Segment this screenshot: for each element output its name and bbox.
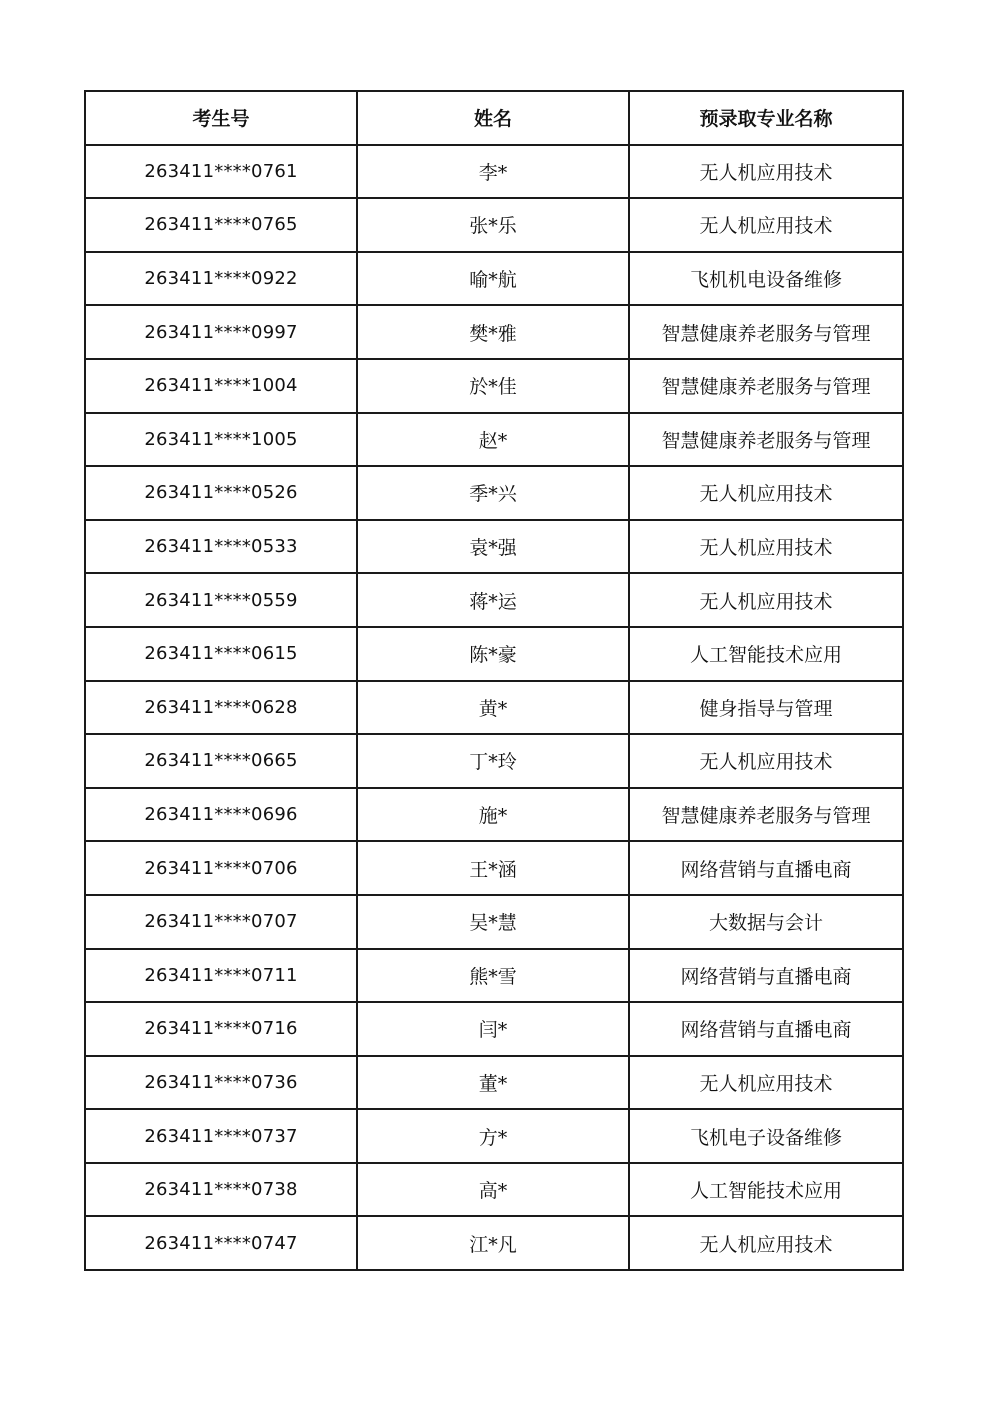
major-name-cell: 人工智能技术应用 [629, 627, 903, 681]
student-name-cell: 方* [357, 1109, 629, 1163]
student-name-cell: 王*涵 [357, 841, 629, 895]
table-row [85, 413, 903, 467]
major-name-cell: 无人机应用技术 [629, 1216, 903, 1270]
major-name-cell: 健身指导与管理 [629, 681, 903, 735]
student-name-cell: 董* [357, 1056, 629, 1110]
exam-number-cell: 263411****0707 [85, 895, 357, 949]
exam-number-cell: 263411****0533 [85, 520, 357, 574]
table-row [85, 520, 903, 574]
table-row [85, 1109, 903, 1163]
student-name-cell: 袁*强 [357, 520, 629, 574]
major-name-cell: 无人机应用技术 [629, 145, 903, 199]
exam-number-cell: 263411****0997 [85, 305, 357, 359]
exam-number-cell: 263411****0706 [85, 841, 357, 895]
major-name-cell: 无人机应用技术 [629, 466, 903, 520]
table-header [85, 91, 903, 145]
table-row [85, 145, 903, 199]
student-name-cell: 樊*雅 [357, 305, 629, 359]
student-name-cell: 熊*雪 [357, 949, 629, 1003]
table-row [85, 305, 903, 359]
student-name-cell: 施* [357, 788, 629, 842]
exam-number-cell: 263411****0922 [85, 252, 357, 306]
major-name-cell: 智慧健康养老服务与管理 [629, 305, 903, 359]
exam-number-cell: 263411****0559 [85, 573, 357, 627]
header-row [85, 91, 903, 145]
student-name-cell: 陈*豪 [357, 627, 629, 681]
student-name-cell: 李* [357, 145, 629, 199]
student-name-cell: 黄* [357, 681, 629, 735]
table-row [85, 359, 903, 413]
major-name-cell: 无人机应用技术 [629, 520, 903, 574]
exam-number-cell: 263411****1004 [85, 359, 357, 413]
major-name-cell: 无人机应用技术 [629, 198, 903, 252]
student-name-cell: 蒋*运 [357, 573, 629, 627]
major-name-cell: 无人机应用技术 [629, 734, 903, 788]
exam-number-cell: 263411****1005 [85, 413, 357, 467]
major-name-cell: 无人机应用技术 [629, 1056, 903, 1110]
table-row [85, 949, 903, 1003]
major-name-cell: 智慧健康养老服务与管理 [629, 413, 903, 467]
student-name-cell: 张*乐 [357, 198, 629, 252]
table-row [85, 1216, 903, 1270]
admission-table [84, 90, 904, 1271]
student-name-cell: 高* [357, 1163, 629, 1217]
student-name-cell: 於*佳 [357, 359, 629, 413]
table-row [85, 1002, 903, 1056]
exam-number-cell: 263411****0765 [85, 198, 357, 252]
table-row [85, 841, 903, 895]
major-name-cell: 网络营销与直播电商 [629, 841, 903, 895]
table-row [85, 466, 903, 520]
table-row [85, 627, 903, 681]
exam-number-cell: 263411****0737 [85, 1109, 357, 1163]
exam-number-cell: 263411****0615 [85, 627, 357, 681]
column-header-exam-number: 考生号 [85, 91, 357, 145]
major-name-cell: 无人机应用技术 [629, 573, 903, 627]
table-body [85, 145, 903, 1270]
student-name-cell: 江*凡 [357, 1216, 629, 1270]
major-name-cell: 智慧健康养老服务与管理 [629, 359, 903, 413]
student-name-cell: 喻*航 [357, 252, 629, 306]
exam-number-cell: 263411****0526 [85, 466, 357, 520]
exam-number-cell: 263411****0628 [85, 681, 357, 735]
major-name-cell: 网络营销与直播电商 [629, 949, 903, 1003]
exam-number-cell: 263411****0738 [85, 1163, 357, 1217]
table-row [85, 198, 903, 252]
major-name-cell: 飞机机电设备维修 [629, 252, 903, 306]
exam-number-cell: 263411****0736 [85, 1056, 357, 1110]
column-header-major: 预录取专业名称 [629, 91, 903, 145]
exam-number-cell: 263411****0716 [85, 1002, 357, 1056]
column-header-name: 姓名 [357, 91, 629, 145]
student-name-cell: 闫* [357, 1002, 629, 1056]
student-name-cell: 吴*慧 [357, 895, 629, 949]
major-name-cell: 网络营销与直播电商 [629, 1002, 903, 1056]
exam-number-cell: 263411****0761 [85, 145, 357, 199]
table-row [85, 1056, 903, 1110]
table-row [85, 681, 903, 735]
exam-number-cell: 263411****0665 [85, 734, 357, 788]
exam-number-cell: 263411****0747 [85, 1216, 357, 1270]
major-name-cell: 人工智能技术应用 [629, 1163, 903, 1217]
student-name-cell: 丁*玲 [357, 734, 629, 788]
table-row [85, 252, 903, 306]
exam-number-cell: 263411****0696 [85, 788, 357, 842]
table-row [85, 573, 903, 627]
student-name-cell: 赵* [357, 413, 629, 467]
exam-number-cell: 263411****0711 [85, 949, 357, 1003]
table-row [85, 788, 903, 842]
student-name-cell: 季*兴 [357, 466, 629, 520]
table-row [85, 895, 903, 949]
major-name-cell: 飞机电子设备维修 [629, 1109, 903, 1163]
document-page [84, 90, 902, 1271]
major-name-cell: 智慧健康养老服务与管理 [629, 788, 903, 842]
table-row [85, 734, 903, 788]
major-name-cell: 大数据与会计 [629, 895, 903, 949]
table-row [85, 1163, 903, 1217]
